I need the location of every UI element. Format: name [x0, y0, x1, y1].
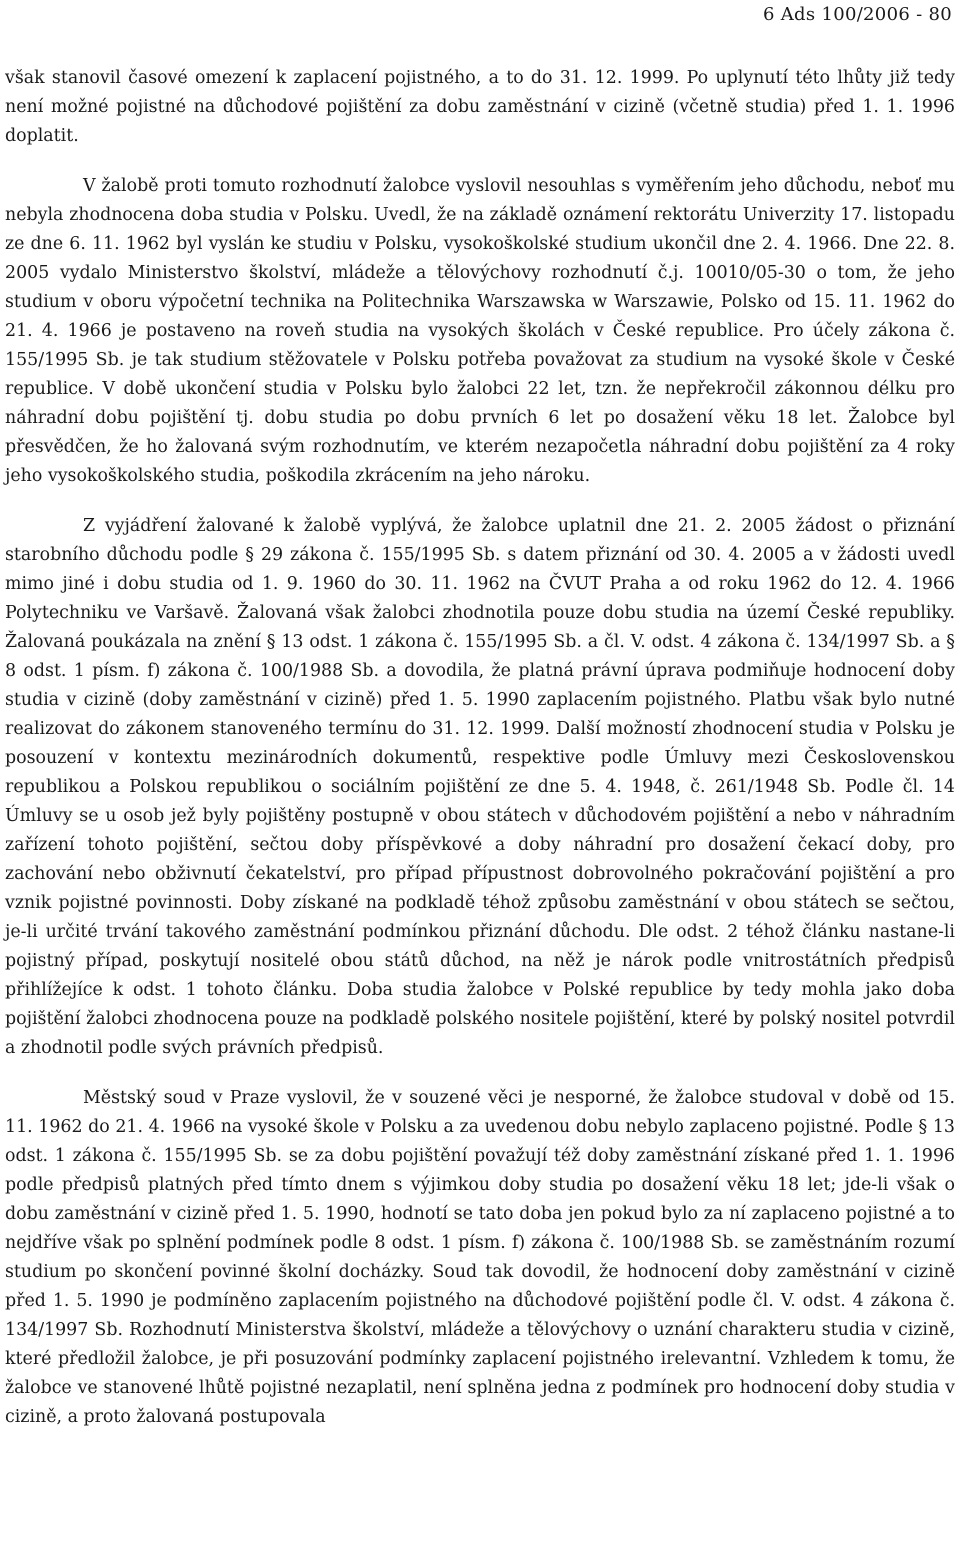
- paragraph-1: však stanovil časové omezení k zaplacení pojistného, a to do 31. 12. 1999. Po uplynutí této lhůty již tedy není možné pojistné na důchodové pojištění za dobu zaměstnání v cizině (včetně studia) před 1. 1. 1996 doplatit.: [5, 68, 955, 146]
- page-header: 6 Ads 100/2006 - 80: [762, 4, 952, 25]
- paragraph-gap: [5, 1063, 955, 1084]
- paragraph-2: V žalobě proti tomuto rozhodnutí žalobce vyslovil nesouhlas s vyměřením jeho důchodu, neboť mu nebyla zhodnocena doba studia v Polsku. Uvedl, že na základě oznámení rektorátu Univerzity 17. listopadu ze dne 6. 11. 1962 byl vyslán ke studiu v Polsku, vysokoškolské studium ukončil dne 2. 4. 1966. Dne 22. 8. 2005 vydalo Ministerstvo školství, mládeže a tělovýchovy rozhodnutí č.j. 10010/05-30 o tom, že jeho studium v oboru výpočetní technika na Politechnika Warszawska w Warszawie, Polsko od 15. 11. 1962 do 21. 4. 1966 je postaveno na roveň studia na vysokých školách v České republice. Pro účely zákona č. 155/1995 Sb. je tak studium stěžovatele v Polsku potřeba považovat za studium na vysoké škole v České republice. V době ukončení studia v Polsku bylo žalobci 22 let, tzn. že nepřekročil zákonnou délku pro náhradní dobu pojištění tj. dobu studia po dobu prvních 6 let po dosažení věku 18 let. Žalobce byl přesvědčen, že ho žalovaná svým rozhodnutím, ve kterém nezapočetla náhradní dobu pojištění za 4 roky jeho vysokoškolského studia, poškodila zkrácením na jeho nároku.: [5, 176, 955, 486]
- paragraph-4: Městský soud v Praze vyslovil, že v souzené věci je nesporné, že žalobce studoval v době od 15. 11. 1962 do 21. 4. 1966 na vysoké škole v Polsku a za uvedenou dobu nebylo zaplaceno pojistné. Podle § 13 odst. 1 zákona č. 155/1995 Sb. se za dobu pojištění považují též doby zaměstnání získané před 1. 1. 1996 podle předpisů platných před tímto dnem s výjimkou doby studia po dosažení věku 18 let; jde-li však o dobu zaměstnání v cizině před 1. 5. 1990, hodnotí se tato doba jen pokud bylo za ní zaplaceno pojistné a to nejdříve však po splnění podmínek podle 8 odst. 1 písm. f) zákona č. 100/1988 Sb. se zaměstnáním rozumí studium po skončení povinné školní docházky. Soud tak dovodil, že hodnocení doby zaměstnání v cizině před 1. 5. 1990 je podmíněno zaplacením pojistného na důchodové pojištění podle čl. V. odst. 4 zákona č. 134/1997 Sb. Rozhodnutí Ministerstva školství, mládeže a tělovýchovy o uznání charakteru studia v cizině, které předložil žalobce, je při posuzování podmínky zaplacení pojistného irelevantní. Vzhledem k tomu, že žalobce ve stanovené lhůtě pojistné nezaplatil, není splněna jedna z podmínek pro hodnocení doby studia v cizině, a proto žalovaná postupovala: [5, 1088, 955, 1427]
- paragraph-gap: [5, 151, 955, 172]
- document-body: [5, 64, 955, 1432]
- paragraph-gap: [5, 491, 955, 512]
- paragraph-3: Z vyjádření žalované k žalobě vyplývá, že žalobce uplatnil dne 21. 2. 2005 žádost o přiznání starobního důchodu podle § 29 zákona č. 155/1995 Sb. s datem přiznání od 30. 4. 2005 a v žádosti uvedl mimo jiné i dobu studia od 1. 9. 1960 do 30. 11. 1962 na ČVUT Praha a od roku 1962 do 12. 4. 1966 Polytechniku ve Varšavě. Žalovaná však žalobci zhodnotila pouze dobu studia na území České republiky. Žalovaná poukázala na znění § 13 odst. 1 zákona č. 155/1995 Sb. a čl. V. odst. 4 zákona č. 134/1997 Sb. a § 8 odst. 1 písm. f) zákona č. 100/1988 Sb. a dovodila, že platná právní úprava podmiňuje hodnocení doby studia v cizině (doby zaměstnání v cizině) před 1. 5. 1990 zaplacením pojistného. Platbu však bylo nutné realizovat do zákonem stanoveného termínu do 31. 12. 1999. Další možností zhodnocení studia v Polsku je posouzení v kontextu mezinárodních dokumentů, respektive podle Úmluvy mezi Československou republikou a Polskou republikou o sociálním pojištění ze dne 5. 4. 1948, č. 261/1948 Sb. Podle čl. 14 Úmluvy se u osob jež byly pojištěny postupně v obou státech v důchodovém pojištění a nebo v náhradním zařízení tohoto pojištění, sečtou doby příspěvkové a doby náhradní pro dosažení čekací doby, pro zachování nebo obživnutí čekatelství, pro případ přípustnost dobrovolného pokračování pojištění a pro vznik pojistné povinnosti. Doby získané na podkladě téhož způsobu zaměstnání v obou státech se sečtou, je-li určité trvání takového zaměstnání podmínkou přiznání důchodu. Dle odst. 2 téhož článku nastane-li pojistný případ, poskytují nositelé obou států důchod, na něž je nárok podle vnitrostátních předpisů přihlížejíce k odst. 1 tohoto článku. Doba studia žalobce v Polské republice by tedy mohla jako doba pojištění žalobci zhodnocena pouze na podkladě polského nositele pojištění, které by polský nositel potvrdil a zhodnotil podle svých právních předpisů.: [5, 516, 955, 1058]
